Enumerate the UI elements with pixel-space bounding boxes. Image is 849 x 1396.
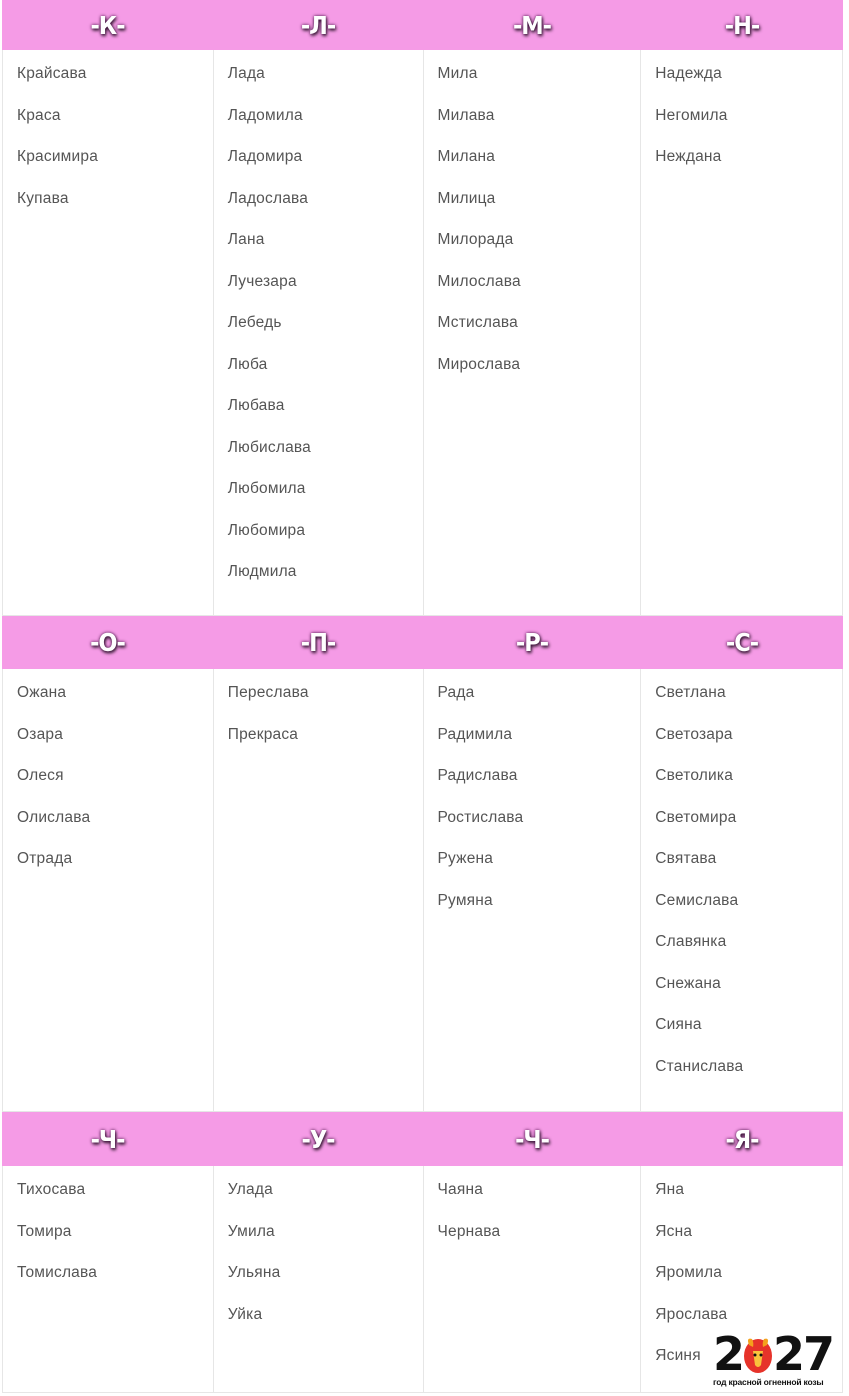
year-logo: [713, 1327, 839, 1389]
names-column: [641, 50, 843, 615]
name-item: Светолика: [655, 767, 734, 784]
letter-header: -К-: [90, 10, 125, 40]
name-item: Улада: [227, 1181, 273, 1198]
name-item: Любава: [227, 397, 285, 414]
name-item: Крайсава: [17, 65, 87, 82]
name-item: Уйка: [227, 1305, 263, 1323]
name-item: Ладомира: [227, 148, 303, 165]
letter-header-row: [2, 1112, 843, 1166]
name-item: Ружена: [437, 850, 494, 867]
name-item: Светозара: [655, 725, 733, 743]
letter-header: -С-: [725, 628, 759, 657]
name-item: Купава: [17, 189, 69, 207]
letter-header: -М-: [512, 10, 552, 40]
letter-header-row: [2, 616, 843, 669]
name-item: Ярослава: [655, 1305, 728, 1323]
name-item: Любомира: [227, 521, 306, 539]
name-item: Ладомила: [227, 106, 303, 124]
name-item: Переслава: [227, 684, 309, 701]
name-item: Светлана: [655, 684, 726, 701]
names-column: [3, 1166, 214, 1392]
name-item: Краса: [17, 106, 61, 124]
name-item: Лебедь: [227, 314, 282, 331]
block-k-n: [2, 0, 843, 616]
name-item: Мирослава: [437, 355, 521, 373]
name-item: Святава: [655, 850, 717, 867]
letter-header: -Р-: [515, 628, 549, 657]
name-item: Милана: [437, 148, 496, 165]
name-item: Тихосава: [17, 1181, 86, 1198]
name-item: Мила: [437, 65, 478, 82]
names-column: [641, 669, 843, 1111]
name-item: Ясна: [655, 1222, 693, 1240]
names-column: [214, 50, 424, 615]
name-item: Людмила: [227, 563, 297, 580]
name-item: Славянка: [655, 933, 727, 950]
name-item: Озара: [17, 725, 64, 743]
name-item: Прекраса: [227, 725, 299, 743]
name-item: Рада: [437, 684, 475, 701]
logo-year: 2 27: [713, 1327, 834, 1381]
name-item: Лана: [227, 231, 265, 248]
name-item: Томира: [17, 1222, 72, 1240]
names-column: [214, 1166, 424, 1392]
name-item: Олеся: [17, 767, 64, 784]
names-column: [3, 669, 214, 1111]
name-item: Ясиня: [655, 1347, 701, 1364]
name-item: Яна: [655, 1181, 685, 1198]
name-item: Негомила: [655, 106, 728, 124]
name-item: Сияна: [655, 1016, 702, 1033]
name-item: Неждана: [655, 148, 722, 165]
names-column: [424, 669, 642, 1111]
letter-header: -Ч-: [515, 1124, 549, 1154]
names-column: [214, 669, 424, 1111]
name-item: Семислава: [655, 891, 739, 909]
name-item: Милорада: [437, 231, 514, 248]
names-column: [424, 50, 642, 615]
name-item: Любислава: [227, 438, 311, 456]
name-item: Румяна: [437, 891, 493, 909]
name-item: Милица: [437, 189, 496, 207]
name-item: Лада: [227, 65, 266, 82]
letter-header-row: [2, 0, 843, 50]
name-item: Милава: [437, 106, 495, 124]
letter-header: -Я-: [725, 1124, 759, 1154]
name-item: Олислава: [17, 808, 91, 826]
name-item: Светомира: [655, 808, 737, 826]
name-item: Ожана: [17, 684, 67, 701]
name-item: Томислава: [17, 1264, 98, 1281]
letter-header: -П-: [300, 628, 336, 657]
name-item: Милослава: [437, 272, 521, 290]
letter-header: -Ч-: [90, 1124, 125, 1154]
name-item: Ульяна: [227, 1264, 281, 1281]
name-item: Чернава: [437, 1222, 501, 1240]
logo-caption: год красной огненной козы: [713, 1377, 824, 1387]
name-item: Лучезара: [227, 272, 297, 290]
name-item: Чаяна: [437, 1181, 484, 1198]
block-o-s: [2, 616, 843, 1112]
name-item: Красимира: [17, 148, 99, 165]
name-item: Снежана: [655, 974, 722, 992]
name-item: Надежда: [655, 65, 722, 82]
name-item: Радимила: [437, 725, 513, 743]
names-table: [2, 0, 843, 1393]
names-column: [3, 50, 214, 615]
name-item: Ростислава: [437, 808, 524, 826]
name-item: Мстислава: [437, 314, 518, 331]
names-column: [424, 1166, 642, 1392]
names-row: [2, 669, 843, 1112]
name-item: Ладослава: [227, 189, 309, 207]
name-item: Яромила: [655, 1264, 723, 1281]
name-item: Отрада: [17, 850, 73, 867]
letter-header: -О-: [90, 628, 125, 657]
letter-header: -У-: [301, 1124, 335, 1154]
name-item: Умила: [227, 1222, 275, 1240]
letter-header: -Н-: [724, 10, 760, 40]
goat-head-icon: [743, 1334, 773, 1374]
name-item: Любомила: [227, 480, 306, 497]
name-item: Люба: [227, 355, 268, 373]
letter-header: -Л-: [300, 10, 336, 40]
names-row: [2, 50, 843, 616]
name-item: Радислава: [437, 767, 518, 784]
name-item: Станислава: [655, 1057, 744, 1075]
